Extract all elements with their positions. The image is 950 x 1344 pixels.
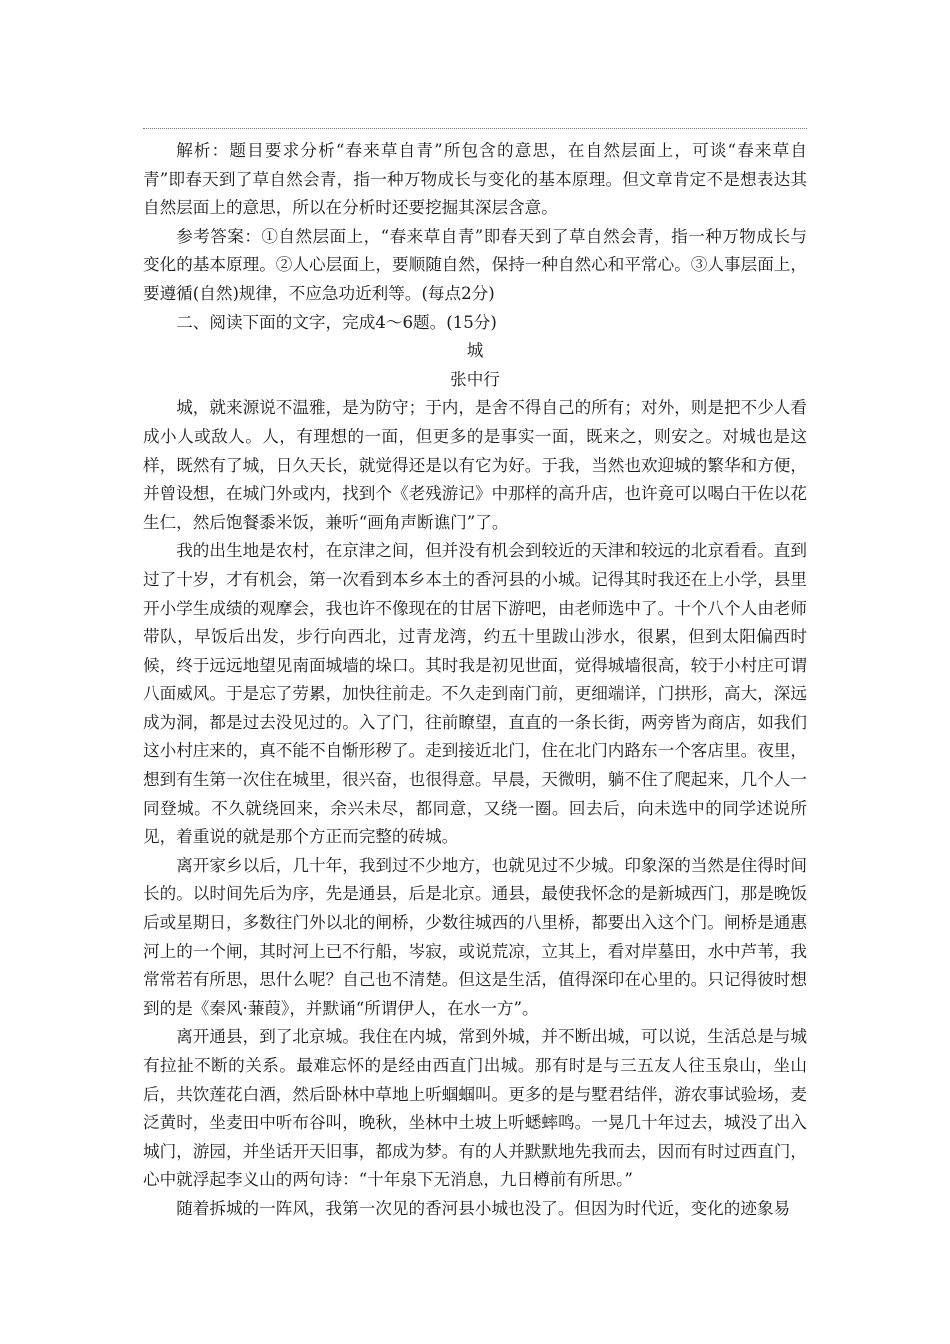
article-author: 张中行 — [450, 369, 500, 389]
top-divider — [143, 128, 807, 129]
article-paragraph-5: 随着拆城的一阵风，我第一次见的香河县小城也没了。但因为时代近，变化的迹象易 — [176, 1198, 791, 1218]
answer-paragraph: 参考答案：①自然层面上，“春来草自青”即春天到了草自然会青，指一种万物成长与变化的基本原理。②人心层面上，要顺随自然，保持一种自然心和平常心。③人事层面上，要遵循(自然)规律，不应急功近利等。(每点2分) — [143, 226, 807, 303]
article-paragraph-1: 城，就来源说不温雅，是为防守；于内，是舍不得自己的所有；对外，则是把不少人看成小人或敌人。人，有理想的一面，但更多的是事实一面，既来之，则安之。对城也是这样，既然有了城，日久天长，就觉得还是以有它为好。于我，当然也欢迎城的繁华和方便，并曾设想，在城门外或内，找到个《老残游记》中那样的高升店，也许竟可以喝白干佐以花生仁，然后饱餐黍米饭，兼听“画角声断谯门”了。 — [143, 398, 807, 532]
analysis-paragraph: 解析：题目要求分析“春来草自青”所包含的意思，在自然层面上，可谈“春来草自青”即春天到了草自然会青，指一种万物成长与变化的基本原理。但文章肯定不是想表达其自然层面上的意思，所以在分析时还要挖掘其深层含意。 — [143, 141, 807, 218]
document-page — [143, 128, 807, 1224]
article-paragraph-4: 离开通县，到了北京城。我住在内城，常到外城，并不断出城，可以说，生活总是与城有拉扯不断的关系。最难忘怀的是经由西直门出城。那有时是与三五友人往玉泉山，坐山后，共饮莲花白酒，然后卧林中草地上听蝈蝈叫。更多的是与墅君结伴，游农事试验场，麦泛黄时，坐麦田中听布谷叫，晚秋，坐林中土坡上听蟋蟀鸣。一晃几十年过去，城没了出入城门，游园，并坐话开天旧事，都成为梦。有的人并默默地先我而去，因而有时过西直门，心中就浮起李义山的两句诗：“十年泉下无消息，九日樽前有所思。” — [143, 1027, 807, 1190]
article-paragraph-3: 离开家乡以后，几十年，我到过不少地方，也就见过不少城。印象深的当然是住得时间长的。以时间先后为序，先是通县，后是北京。通县，最使我怀念的是新城西门，那是晚饭后或星期日，多数往门外以北的闸桥，少数往城西的八里桥，都要出入这个门。闸桥是通惠河上的一个闸，其时河上已不行船，岑寂，或说荒凉，立其上，看对岸墓田，水中芦苇，我常常若有所思，思什么呢？自己也不清楚。但这是生活，值得深印在心里的。只记得彼时想到的是《秦风·蒹葭》，并默诵“所谓伊人，在水一方”。 — [143, 855, 807, 1018]
article-title: 城 — [466, 341, 484, 361]
section-heading: 二、阅读下面的文字，完成4～6题。(15分) — [176, 312, 497, 332]
article-paragraph-2: 我的出生地是农村，在京津之间，但并没有机会到较近的天津和较远的北京看看。直到过了十岁，才有机会，第一次看到本乡本土的香河县的小城。记得其时我还在上小学，县里开小学生成绩的观摩会，我也许不像现在的甘居下游吧，由老师选中了。十个八个人由老师带队，早饭后出发，步行向西北，过青龙湾，约五十里跋山涉水，很累，但到太阳偏西时候，终于远远地望见南面城墙的垛口。其时我是初见世面，觉得城墙很高，较于小村庄可谓八面威风。于是忘了劳累，加快往前走。不久走到南门前，更细端详，门拱形，高大，深远成为洞，都是过去没见过的。入了门，往前瞭望，直直的一条长街，两旁皆为商店，如我们这小村庄来的，真不能不自惭形秽了。走到接近北门，住在北门内路东一个客店里。夜里，想到有生第一次住在城里，很兴奋，也很得意。早晨，天微明，躺不住了爬起来，几个人一同登城。不久就绕回来，余兴未尽，都同意，又绕一圈。回去后，向未选中的同学述说所见，着重说的就是那个方正而完整的砖城。 — [143, 541, 807, 847]
